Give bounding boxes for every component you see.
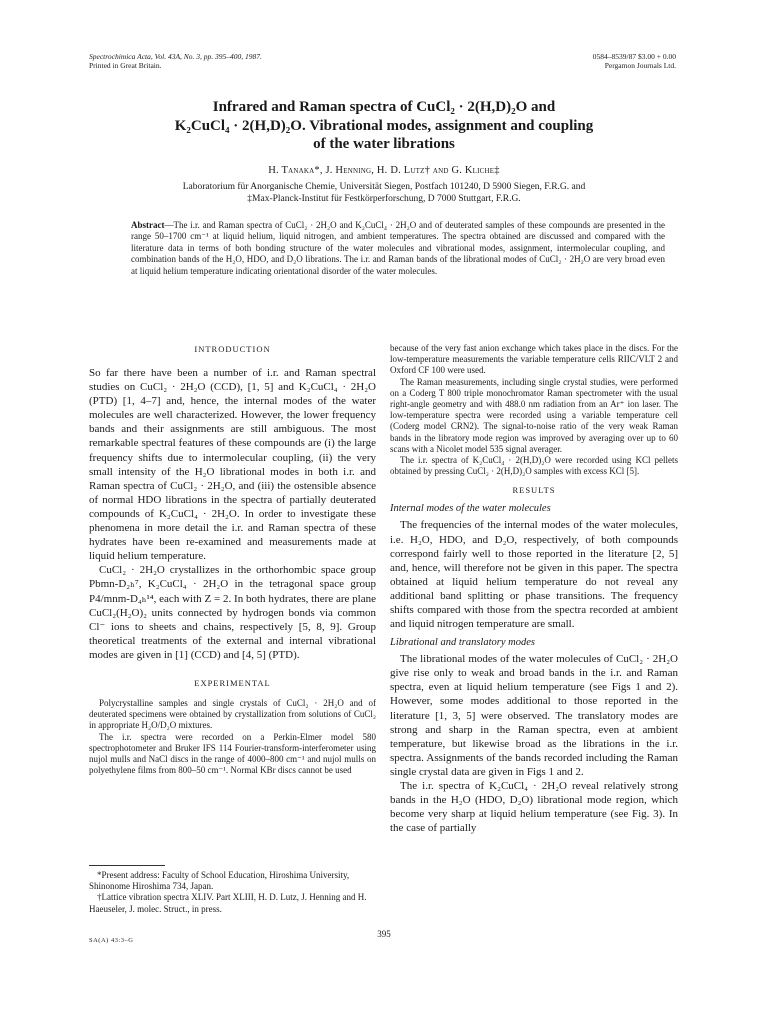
affiliation-line-2: ‡Max-Planck-Institut für Festkörperforschung, D 7000 Stuttgart, F.R.G. <box>247 194 521 204</box>
experimental-paragraph-5: The i.r. spectra of K₂CuCl₄ · 2(H,D)₂O were recorded using KCl pellets obtained by pressing CuCl₂ · 2(H,D)₂O samples with excess KCl [5]. <box>390 455 678 477</box>
footnote-divider <box>89 865 165 866</box>
subsection-librational-modes: Librational and translatory modes <box>390 637 535 649</box>
page-number: 395 <box>377 929 391 939</box>
author-list: H. Tanaka*, J. Henning, H. D. Lutz† and G. Kliche‡ <box>268 165 500 176</box>
introduction-paragraph-1: So far there have been a number of i.r. and Raman spectral studies on CuCl₂ · 2H₂O (CCD), [1, 5] and K₂CuCl₄ · 2H₂O (PTD) [1, 4–7] and, hence, the internal modes of the water molecules are well characterized. However, the lower frequency bands and their assignments are still ambiguous. The most remarkable spectral features of these compounds are (i) the large frequency shifts due to intermolecular coupling, (ii) the very small intensity of the H₂O librational modes in both i.r. and Raman spectra of CuCl₂ · 2H₂O, and (iii) the ostensible absence of normal HDO librations in the spectra of partially deuterated compounds of K₂CuCl₄ · 2H₂O. In order to investigate these phenomena in more detail the i.r. and Raman spectra of these hydrates have been re-examined and measurements made at liquid helium temperature. <box>89 367 376 563</box>
results-heading: RESULTS <box>512 485 556 496</box>
experimental-paragraph-3: because of the very fast anion exchange which takes place in the discs. For the low-temperature measurements the variable temperature cells RIIC/VLT 2 and Oxford CF 100 were used. <box>390 343 678 376</box>
footnote-1: *Present address: Faculty of School Education, Hiroshima University, Shinonome Hiroshima 734, Japan. <box>89 870 350 892</box>
price-code: 0584–8539/87 $3.00 + 0.00 <box>592 52 676 61</box>
results-paragraph-2: The librational modes of the water molecules of CuCl₂ · 2H₂O give rise only to weak and broad bands in the i.r. and Raman spectra, even at liquid helium temperature (see Figs 1 and 2). However, some modes additional to those reported in the literature [1, 3, 5] were observed. The translatory modes are strong and sharp in the Raman spectra, even at ambient temperature, but likewise broad as the librations in the i.r. spectra. Assignments of the bands recorded including the Raman single crystal data are given in Figs 1 and 2. <box>390 653 678 778</box>
abstract-label: Abstract <box>131 220 165 230</box>
results-paragraph-1: The frequencies of the internal modes of the water molecules, i.e. H₂O, HDO, and D₂O, respectively, of both compounds correspond fairly well to those reported in the literature [2, 5] and, hence, will therefore not be given in this paper. The spectra obtained at liquid helium temperature do not reveal any additional band splitting or phase transitions. The frequency shifts compared with those from the spectra recorded at ambient and liquid nitrogen temperature are small. <box>390 519 678 631</box>
experimental-paragraph-2: The i.r. spectra were recorded on a Perkin-Elmer model 580 spectrophotometer and Bruker IFS 114 Fourier-transform-interferometer using nujol mulls and NaCl discs in the range of 4000–800 cm⁻¹ and nujol mulls on polyethylene films from 800–50 cm⁻¹. Normal KBr discs cannot be used <box>89 731 376 776</box>
publisher-info <box>593 52 676 70</box>
experimental-paragraph-1: Polycrystalline samples and single crystals of CuCl₂ · 2H₂O and of deuterated specimens were obtained by crystallization from solutions of CuCl₂ in appropriate H₂O/D₂O mixtures. <box>89 697 376 731</box>
subsection-internal-modes: Internal modes of the water molecules <box>390 503 551 515</box>
footnote-2: †Lattice vibration spectra XLIV. Part XLIII, H. D. Lutz, J. Henning and H. Haeuseler, J. molec. Struct., in press. <box>89 892 367 914</box>
affiliation-line-1: Laboratorium für Anorganische Chemie, Universität Siegen, Postfach 101240, D 5900 Siegen, F.R.G. and <box>182 182 586 192</box>
paper-title <box>100 98 668 154</box>
title-line-1: Infrared and Raman spectra of CuCl₂ · 2(H,D)₂O and <box>212 99 556 115</box>
title-line-3: of the water librations <box>313 136 455 152</box>
print-code: SA(A) 43:3–G <box>89 937 134 944</box>
affiliations <box>90 181 678 205</box>
title-line-2: K₂CuCl₄ · 2(H,D)₂O. Vibrational modes, assignment and coupling <box>174 117 594 134</box>
introduction-heading: INTRODUCTION <box>194 344 271 354</box>
abstract <box>131 220 665 277</box>
journal-line-1: Spectrochimica Acta, Vol. 43A, No. 3, pp. 395–400, 1987. <box>89 52 262 61</box>
experimental-paragraph-4: The Raman measurements, including single crystal studies, were performed on a Coderg T 800 triple monochromator Raman spectrometer with the usual right-angle geometry and with 488.0 nm radiation from an Ar⁺ ion laser. The low-temperature spectra were recorded using a variable temperature cell (Coderg model CRN2). The signal-to-noise ratio of the very weak Raman bands in the libratory mode region was improved by averaging over up to 60 scans with a Nicolet model 535 signal averager. <box>390 376 678 454</box>
experimental-heading: EXPERIMENTAL <box>194 677 271 688</box>
footnotes <box>89 870 376 915</box>
journal-citation <box>89 52 262 70</box>
journal-line-2: Printed in Great Britain. <box>89 61 162 70</box>
left-column <box>89 344 376 776</box>
abstract-text: —The i.r. and Raman spectra of CuCl₂ · 2H₂O and K₂CuCl₄ · 2H₂O and of deuterated samples of these compounds are presented in the range 50–1700 cm⁻¹ at liquid helium, liquid nitrogen, and ambient temperatures. The spectra obtained are discussed and compared with the literature data in terms of both bonding structure of the water molecules and vibrational modes, assignment, intermolecular coupling, and combination bands of the H₂O, HDO, and D₂O librations. The i.r. and Raman bands of the librational modes of CuCl₂ · 2H₂O are very broad even at liquid helium temperature indicating orientational disorder of the water molecules. <box>131 220 665 276</box>
publisher-name: Pergamon Journals Ltd. <box>604 61 676 70</box>
results-paragraph-3: The i.r. spectra of K₂CuCl₄ · 2H₂O reveal relatively strong bands in the H₂O (HDO, D₂O) librational mode region, which become very sharp at liquid helium temperature (see Fig. 3). In the case of partially <box>390 780 678 835</box>
right-column <box>390 343 678 835</box>
introduction-paragraph-2: CuCl₂ · 2H₂O crystallizes in the orthorhombic space group Pbmn-D₂ₕ⁷, K₂CuCl₄ · 2H₂O in the tetragonal space group P4/mnm-D₄ₕ¹⁴, each with Z = 2. In both hydrates, there are plane CuCl₂(H₂O)₂ units connected by hydrogen bonds via common Cl⁻ ions to sheets and chains, respectively [5, 8, 9]. Group theoretical treatments of the external and internal vibrational modes are given in [1] (CCD) and [4, 5] (PTD). <box>89 564 376 661</box>
